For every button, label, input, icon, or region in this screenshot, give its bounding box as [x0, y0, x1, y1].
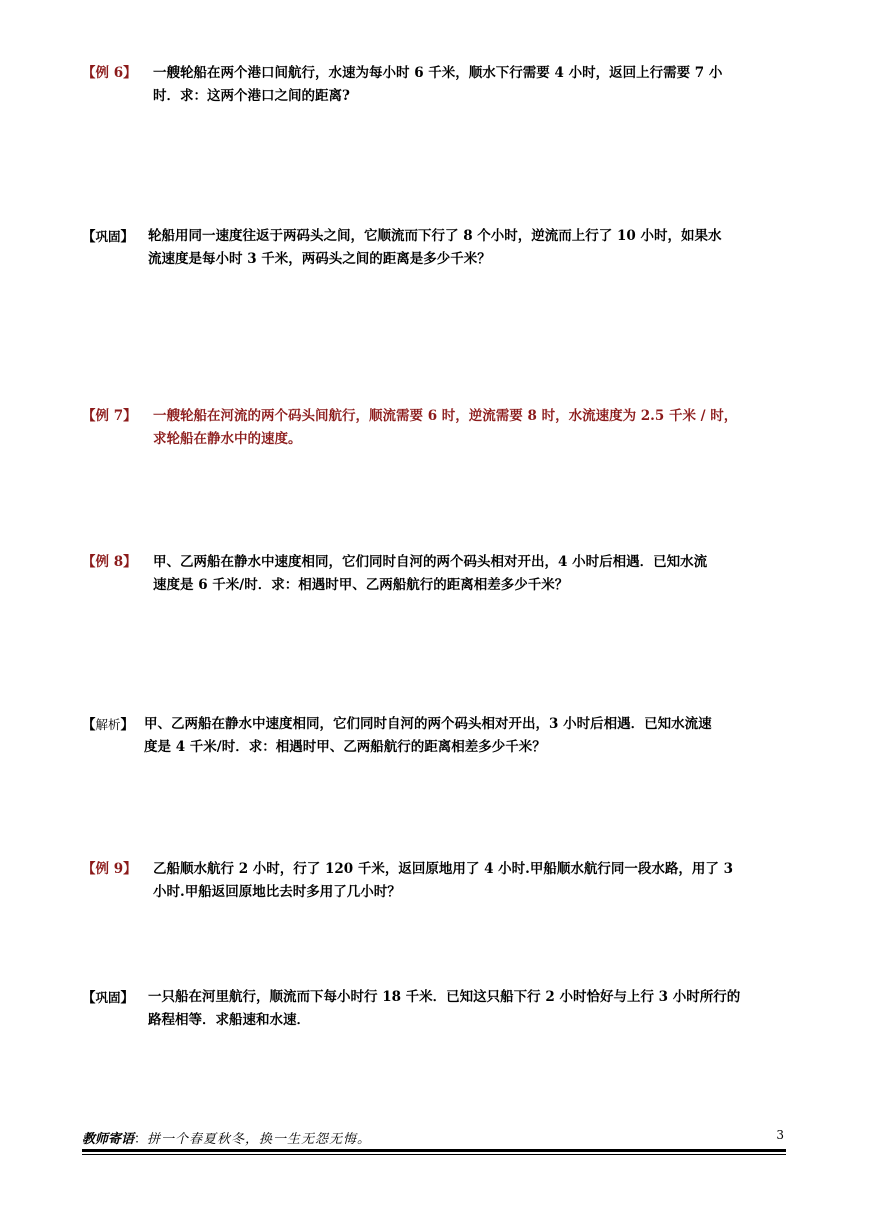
problem-line: 轮船用同一速度往返于两码头之间，它顺流而下行了 8 个小时，逆流而上行了 10 小时，如果水 — [148, 228, 722, 244]
problem-line: 度是 4 千米/时．求：相遇时甲、乙两船航行的距离相差多少千米？ — [144, 739, 546, 755]
example-tag: 【例 8】 — [82, 554, 137, 570]
problem-line: 小时.甲船返回原地比去时多用了几小时？ — [153, 884, 401, 900]
example-9 — [82, 858, 792, 904]
example-tag: 【例 6】 — [82, 65, 137, 81]
example-7 — [82, 405, 792, 451]
example-6 — [82, 62, 792, 108]
example-tag: 【例 9】 — [82, 861, 137, 877]
footer-label: 教师寄语 — [82, 1132, 135, 1147]
problem-line: 甲、乙两船在静水中速度相同，它们同时自河的两个码头相对开出，3 小时后相遇．已知水流速 — [144, 716, 712, 732]
problem-line: 一艘轮船在河流的两个码头间航行，顺流需要 6 时，逆流需要 8 时，水流速度为 2.5 千米 / 时， — [153, 408, 738, 424]
problem-line: 速度是 6 千米/时．求：相遇时甲、乙两船航行的距离相差多少千米？ — [153, 577, 569, 593]
footer-colon: ： — [134, 1132, 148, 1147]
problem-line: 流速度是每小时 3 千米，两码头之间的距离是多少千米？ — [148, 251, 491, 267]
consolidation-tag: 【巩固】 — [82, 990, 135, 1006]
problem-line: 乙船顺水航行 2 小时，行了 120 千米，返回原地用了 4 小时.甲船顺水航行同一段水路，用了 3 — [153, 861, 733, 877]
example-8 — [82, 551, 792, 597]
analysis-tag: 【解析】 — [82, 717, 135, 733]
consolidation-tag: 【巩固】 — [82, 229, 135, 245]
consolidation-1 — [82, 225, 792, 271]
problem-line: 甲、乙两船在静水中速度相同，它们同时自河的两个码头相对开出，4 小时后相遇．已知水流 — [153, 554, 708, 570]
problem-line: 求轮船在静水中的速度。 — [153, 431, 302, 447]
problem-line: 一艘轮船在两个港口间航行，水速为每小时 6 千米，顺水下行需要 4 小时，返回上行需要 7 小 — [153, 65, 723, 81]
footer-rule-thin — [82, 1154, 786, 1155]
page-footer — [82, 1128, 786, 1148]
example-tag: 【例 7】 — [82, 408, 137, 424]
problem-line: 一只船在河里航行，顺流而下每小时行 18 千米．已知这只船下行 2 小时恰好与上行 3 小时所行的 — [148, 989, 741, 1005]
problem-line: 路程相等．求船速和水速． — [148, 1012, 310, 1028]
problem-line: 时．求：这两个港口之间的距离? — [153, 88, 350, 104]
footer-rule-thick — [82, 1149, 786, 1152]
page-number: 3 — [776, 1128, 784, 1142]
analysis — [82, 713, 792, 759]
consolidation-2 — [82, 986, 792, 1032]
footer-motto: 拼一个春夏秋冬，换一生无怨无悔。 — [147, 1132, 372, 1147]
